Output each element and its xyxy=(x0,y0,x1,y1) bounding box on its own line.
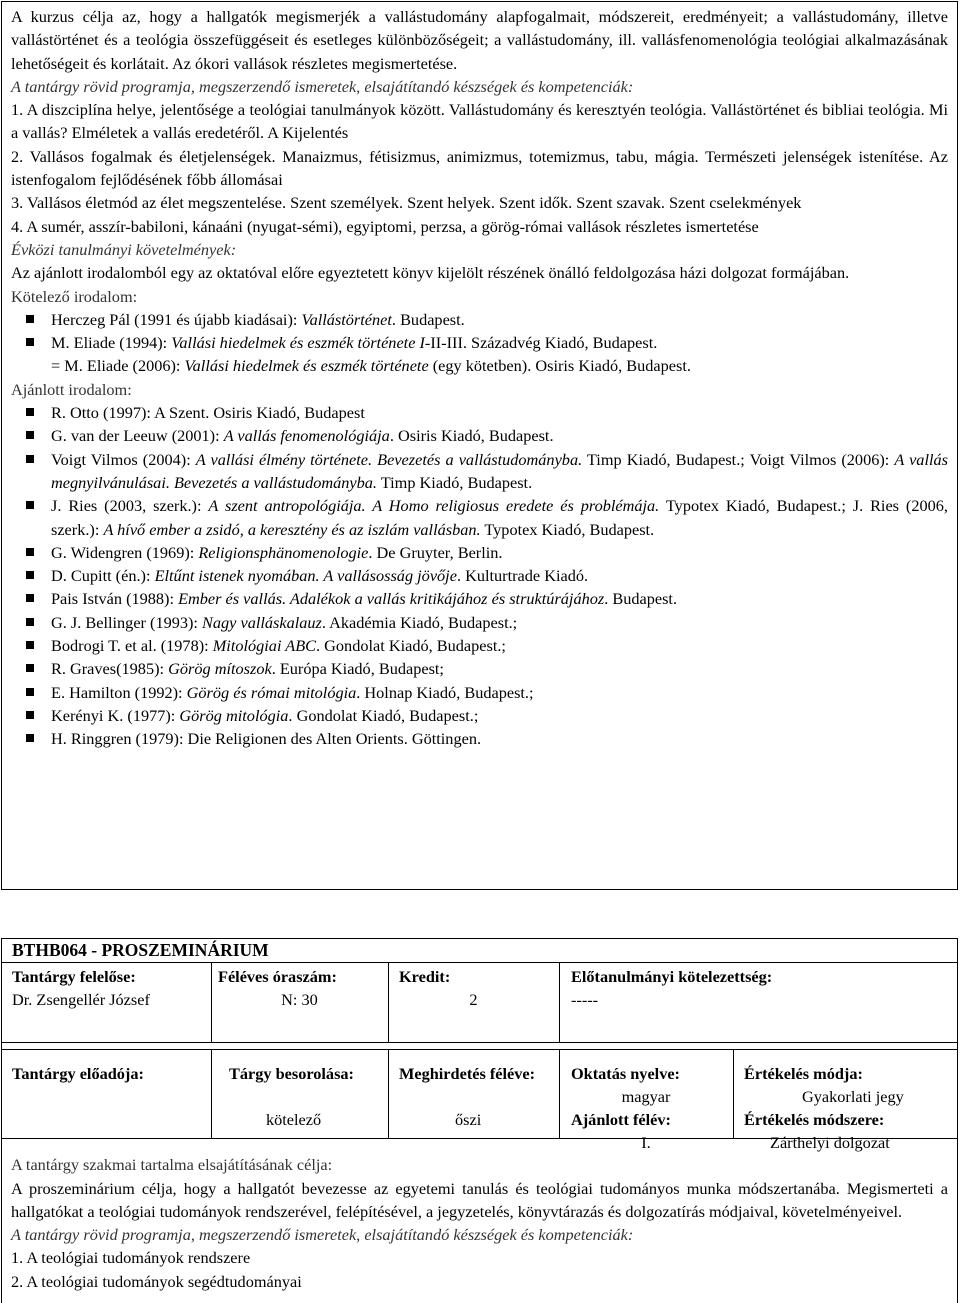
literature-title: Vallási hiedelmek és eszmék története I xyxy=(171,333,425,353)
square-bullet-icon xyxy=(26,315,34,323)
literature-text: . Európa Kiadó, Budapest; xyxy=(271,659,444,679)
square-bullet-icon xyxy=(26,408,34,416)
course-goal-text: A kurzus célja az, hogy a hallgatók megismerjék a vallástudomány alapfogalmait, módszereit, eredményeit; a vallástudomány, illetve vallástörténet és a teológia összefüggéseit és esetleges különbözőségeit; a vallástudomány, ill. vallásfenomenológia teológiai alkalmazásának lehetőségeit és korlátait. Az ókori vallások részletes megismertetése. xyxy=(11,7,948,73)
lecturer-label: Tantárgy előadója: xyxy=(12,1064,144,1084)
prerequisite-label: Előtanulmányi kötelezettség: xyxy=(571,967,773,987)
program-list xyxy=(11,98,948,238)
literature-item xyxy=(11,681,948,704)
credit-label: Kredit: xyxy=(399,967,451,987)
literature-title: Eltűnt istenek nyomában. A vallásosság jövője xyxy=(154,566,457,586)
mandatory-literature-list xyxy=(11,308,948,378)
literature-title: A hívő ember a zsidó, a keresztény és az iszlám vallásban. xyxy=(103,519,481,539)
literature-title: A vallás megnyilvánulásai. Bevezetés a vallástudományba. xyxy=(51,449,948,492)
responsible-value: Dr. Zsengellér József xyxy=(12,990,150,1010)
literature-text: . Holnap Kiadó, Budapest.; xyxy=(356,682,534,702)
literature-text: H. Ringgren (1979): Die Religionen des Alten Orients. Göttingen. xyxy=(51,729,482,749)
semester-label: Meghirdetés féléve: xyxy=(399,1064,536,1084)
literature-item xyxy=(11,564,948,587)
literature-item xyxy=(11,331,948,354)
square-bullet-icon xyxy=(26,664,34,672)
literature-text: . Akadémia Kiadó, Budapest.; xyxy=(321,612,518,632)
literature-item xyxy=(11,401,948,424)
literature-text: = M. Eliade (2006): xyxy=(51,356,185,376)
literature-text: (egy kötetben). Osiris Kiadó, Budapest. xyxy=(428,356,691,376)
evaluation-method-label: Értékelés módszere: xyxy=(744,1110,885,1130)
literature-text: M. Eliade (1994): xyxy=(51,333,172,353)
square-bullet-icon xyxy=(26,455,34,463)
literature-title: Görög mitológia xyxy=(179,705,289,725)
program-item: 2. Vallásos fogalmak és életjelenségek. Manaizmus, fétisizmus, animizmus, totemizmus, tabu, mágia. Természeti jelenségek istenítése. Az istenfogalom fejlődésének főbb állomásai xyxy=(11,146,948,190)
literature-text: . Gondolat Kiadó, Budapest.; xyxy=(288,705,479,725)
literature-item xyxy=(11,587,948,610)
literature-text: . Kulturtrade Kiadó. xyxy=(456,566,589,586)
square-bullet-icon xyxy=(26,711,34,719)
literature-text: -II-III. Századvég Kiadó, Budapest. xyxy=(424,333,658,353)
literature-text: . Budapest. xyxy=(391,309,465,329)
program-heading-2: A tantárgy rövid programja, megszerzendő ismeretek, elsajátítandó készségek és kompetenciák: xyxy=(11,1225,634,1245)
square-bullet-icon xyxy=(26,431,34,439)
classification-label: Tárgy besorolása: xyxy=(229,1064,354,1084)
program-item: 2. A teológiai tudományok segédtudományai xyxy=(11,1271,302,1291)
program-item: 1. A teológiai tudományok rendszere xyxy=(11,1248,251,1268)
evaluation-method-value: Zárthelyi dolgozat xyxy=(770,1133,890,1153)
square-bullet-icon xyxy=(26,618,34,626)
square-bullet-icon xyxy=(26,338,34,346)
literature-text: J. Ries (2003, szerk.): xyxy=(51,496,209,516)
literature-title: Görög és római mitológia xyxy=(186,682,357,702)
literature-text: Herczeg Pál (1991 és újabb kiadásai): xyxy=(51,309,302,329)
literature-item xyxy=(11,424,948,447)
square-bullet-icon xyxy=(26,571,34,579)
literature-text: Voigt Vilmos (2004): xyxy=(51,449,196,469)
literature-item xyxy=(11,727,948,750)
literature-text: . Gondolat Kiadó, Budapest.; xyxy=(316,636,506,656)
literature-title: Nagy valláskalauz xyxy=(202,612,322,632)
square-bullet-icon xyxy=(26,594,34,602)
literature-text: Typotex Kiadó, Budapest.; J. Ries (2006, szerk.): xyxy=(51,496,948,539)
hours-label: Féléves óraszám: xyxy=(218,967,337,987)
literature-item xyxy=(11,541,948,564)
literature-item xyxy=(11,657,948,680)
program-heading: A tantárgy rövid programja, megszerzendő ismeretek, elsajátítandó készségek és kompetenciák: xyxy=(11,76,634,96)
program-item: 1. A diszciplína helye, jelentősége a teológiai tanulmányok között. Vallástudomány és keresztyén teológia. Vallástörténet és bibliai teológia. Mi a vallás? Elméletek a vallás eredetéről. A Kijelentés xyxy=(11,100,948,143)
square-bullet-icon xyxy=(26,688,34,696)
literature-text: D. Cupitt (én.): xyxy=(51,566,155,586)
literature-title: Mitológiai ABC xyxy=(212,636,317,656)
course-info-grid xyxy=(2,963,957,1153)
course-description-box xyxy=(1,1,958,890)
literature-text: Bodrogi T. et al. (1978): xyxy=(51,636,213,656)
square-bullet-icon xyxy=(26,548,34,556)
evaluation-label: Értékelés módja: xyxy=(744,1064,863,1084)
literature-text: . Budapest. xyxy=(604,589,678,609)
literature-item xyxy=(11,634,948,657)
square-bullet-icon xyxy=(26,501,34,509)
literature-item xyxy=(11,704,948,727)
literature-title: Görög mítoszok xyxy=(168,659,272,679)
square-bullet-icon xyxy=(26,641,34,649)
literature-item xyxy=(11,611,948,634)
recommended-literature-heading: Ajánlott irodalom: xyxy=(11,379,132,399)
literature-item xyxy=(11,308,948,331)
program-list-2 xyxy=(11,1246,948,1293)
content-goal-text: A proszeminárium célja, hogy a hallgatót bevezesse az egyetemi tanulás és teológiai tudományos munka módszertanába. Megismerteti a hallgatókat a teológiai tudományok rendszerével, felépítésével, a jegyzetelés, könyvtárazás és dolgozatírás módjaival, követelményeivel. xyxy=(11,1178,948,1221)
literature-item xyxy=(11,354,948,377)
course-title: BTHB064 - PROSZEMINÁRIUM xyxy=(2,939,957,963)
recommended-semester-label: Ajánlott félév: xyxy=(571,1110,671,1130)
language-value: magyar xyxy=(621,1087,671,1107)
classification-value: kötelező xyxy=(266,1110,322,1130)
literature-text: R. Graves(1985): xyxy=(51,659,169,679)
literature-title: A vallás fenomenológiája xyxy=(223,426,390,446)
prerequisite-value: ----- xyxy=(571,990,599,1010)
literature-text: E. Hamilton (1992): xyxy=(51,682,187,702)
semester-value: őszi xyxy=(455,1110,482,1130)
literature-title: A vallási élmény története. Bevezetés a vallástudományba. xyxy=(195,449,583,469)
literature-title: Vallási hiedelmek és eszmék története xyxy=(184,356,429,376)
literature-text: Pais István (1988): xyxy=(51,589,179,609)
requirements-text: Az ajánlott irodalomból egy az oktatóval előre egyeztetett könyv kijelölt részének önálló feldolgozása házi dolgozat formájában. xyxy=(11,263,850,283)
literature-item xyxy=(11,494,948,541)
literature-title: Ember és vallás. Adalékok a vallás kritikájához és struktúrájához xyxy=(178,589,605,609)
literature-title: Vallástörténet xyxy=(301,309,392,329)
literature-text: G. van der Leeuw (2001): xyxy=(51,426,224,446)
program-item: 4. A sumér, asszír-babiloni, kánaáni (nyugat-sémi), egyiptomi, perzsa, a görög-római vallások részletes ismertetése xyxy=(11,216,759,236)
program-item: 3. Vallásos életmód az élet megszentelése. Szent személyek. Szent helyek. Szent idők. Szent szavak. Szent cselekmények xyxy=(11,193,802,213)
literature-title: Religionsphänomenologie xyxy=(198,542,369,562)
hours-value: N: 30 xyxy=(281,990,318,1010)
evaluation-value: Gyakorlati jegy xyxy=(802,1087,904,1107)
literature-text: . De Gruyter, Berlin. xyxy=(368,542,503,562)
literature-text: G. J. Bellinger (1993): xyxy=(51,612,203,632)
literature-title: A szent antropológiája. A Homo religiosus eredete és problémája. xyxy=(208,496,660,516)
square-bullet-icon xyxy=(26,734,34,742)
responsible-label: Tantárgy felelőse: xyxy=(12,967,136,987)
literature-text: Typotex Kiadó, Budapest. xyxy=(480,519,655,539)
literature-text: Kerényi K. (1977): xyxy=(51,705,180,725)
recommended-literature-list xyxy=(11,401,948,750)
literature-text: R. Otto (1997): A Szent. Osiris Kiadó, Budapest xyxy=(51,403,365,423)
content-goal-heading: A tantárgy szakmai tartalma elsajátításának célja: xyxy=(11,1155,333,1175)
literature-text: . Osiris Kiadó, Budapest. xyxy=(389,426,554,446)
recommended-semester-value: I. xyxy=(641,1133,651,1153)
mandatory-literature-heading: Kötelező irodalom: xyxy=(11,286,138,306)
literature-text: G. Widengren (1969): xyxy=(51,542,199,562)
literature-text: Timp Kiadó, Budapest. xyxy=(377,472,533,492)
literature-item xyxy=(11,448,948,495)
course-sheet-proszeminarium xyxy=(1,938,958,1303)
credit-value: 2 xyxy=(469,990,478,1010)
requirements-heading: Évközi tanulmányi követelmények: xyxy=(11,239,237,259)
language-label: Oktatás nyelve: xyxy=(571,1064,680,1084)
literature-text: Timp Kiadó, Budapest.; Voigt Vilmos (2006): xyxy=(582,449,895,469)
